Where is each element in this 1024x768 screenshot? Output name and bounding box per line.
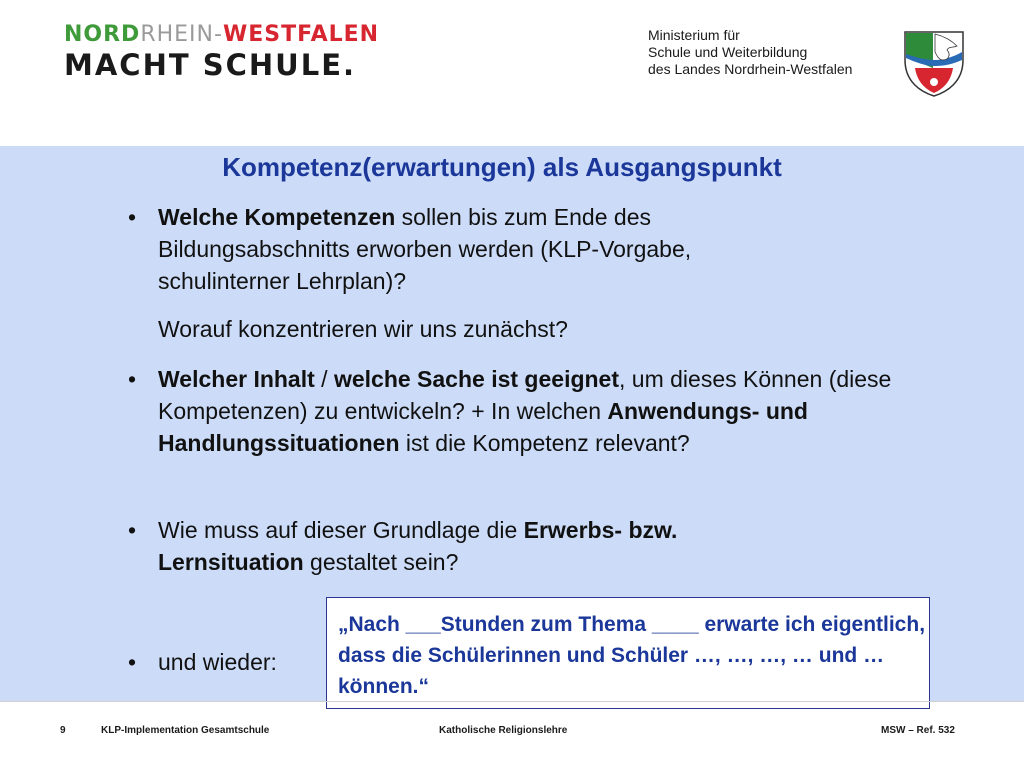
bullet-3-bold: Erwerbs- bzw. Lernsituation <box>158 517 678 575</box>
bullet-2-bold-3: Anwendungs- und Handlungssituationen <box>158 398 808 456</box>
bullet-dot: • <box>128 649 137 675</box>
nrw-coat-of-arms-icon <box>903 30 965 98</box>
bullet-text-1 <box>158 201 798 297</box>
bullet-text-3 <box>158 514 818 578</box>
logo-rhein: RHEIN- <box>140 22 223 47</box>
bullet-2-mid-2: , um dieses Können (diese Kompetenzen) zu entwickeln? + In welchen <box>158 366 892 424</box>
nrw-macht-schule-logo <box>64 22 379 82</box>
bullet-2-mid-1: / <box>314 366 334 392</box>
logo-nord: NORD <box>64 22 141 47</box>
ministry-line2: Schule und Weiterbildung <box>648 44 808 60</box>
logo-westfalen: WESTFALEN <box>222 22 380 47</box>
ministry-line1: Ministerium für <box>648 27 740 43</box>
bullet-text-4: und wieder: <box>158 649 277 675</box>
ministry-line3: des Landes Nordrhein-Westfalen <box>648 61 853 77</box>
quote-text: „Nach ___Stunden zum Thema ____ erwarte ich eigentlich, dass die Schülerinnen und Schüler …, …, …, … und … können.“ <box>338 613 926 698</box>
footer-divider <box>0 701 1024 702</box>
bullet-dot: • <box>128 517 137 543</box>
bullet-3-pre: Wie muss auf dieser Grundlage die <box>158 517 524 543</box>
footer-center-text: Katholische Religionslehre <box>439 725 568 736</box>
footer-right-text: MSW – Ref. 532 <box>881 725 955 736</box>
bullet-1-rest: sollen bis zum Ende des Bildungsabschnitts erworben werden (KLP-Vorgabe, schulinterner Lehrplan)? <box>158 204 692 294</box>
bullet-3-rest: gestaltet sein? <box>303 549 459 575</box>
logo-line1 <box>64 22 379 48</box>
bullet-dot: • <box>128 204 137 230</box>
bullet-text-2 <box>158 363 948 459</box>
bullet-dot: • <box>128 366 137 392</box>
logo-line2: MACHT SCHULE. <box>64 48 357 82</box>
quote-box <box>326 597 930 709</box>
slide-title: Kompetenz(erwartungen) als Ausgangspunkt <box>222 152 782 182</box>
page-number: 9 <box>60 725 66 736</box>
ministry-name <box>648 27 852 78</box>
bullet-subline: Worauf konzentrieren wir uns zunächst? <box>158 316 568 342</box>
bullet-2-rest: ist die Kompetenz relevant? <box>399 430 690 456</box>
bullet-1-bold: Welche Kompetenzen <box>158 204 396 230</box>
bullet-2-bold-2: welche Sache ist geeignet <box>333 366 620 392</box>
bullet-2-bold-1: Welcher Inhalt <box>158 366 315 392</box>
footer-left-text: KLP-Implementation Gesamtschule <box>101 725 270 736</box>
